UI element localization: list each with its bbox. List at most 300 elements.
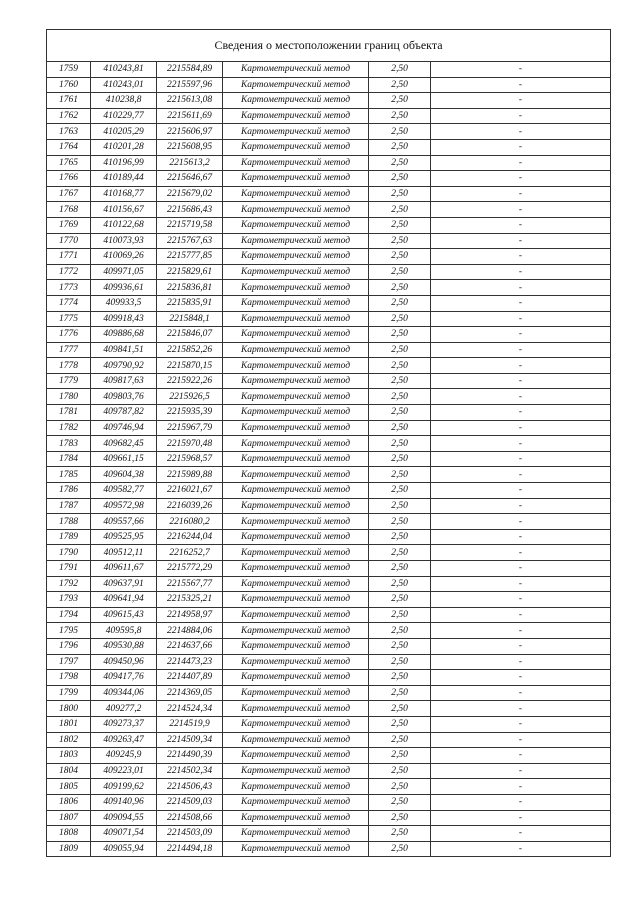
description-cell: - [431,514,611,530]
description-cell: - [431,545,611,561]
y-coordinate-cell: 2216080,2 [157,514,223,530]
point-number-cell: 1777 [47,342,91,358]
y-coordinate-cell: 2215686,43 [157,202,223,218]
point-number-cell: 1800 [47,701,91,717]
description-cell: - [431,202,611,218]
y-coordinate-cell: 2215852,26 [157,342,223,358]
accuracy-cell: 2,50 [369,249,431,265]
x-coordinate-cell: 409933,5 [91,295,157,311]
description-cell: - [431,467,611,483]
point-number-cell: 1787 [47,498,91,514]
accuracy-cell: 2,50 [369,327,431,343]
x-coordinate-cell: 409071,54 [91,826,157,842]
table-row [47,748,611,764]
y-coordinate-cell: 2214506,43 [157,779,223,795]
point-number-cell: 1759 [47,62,91,78]
method-cell: Картометрический метод [223,748,369,764]
point-number-cell: 1789 [47,529,91,545]
x-coordinate-cell: 410243,81 [91,62,157,78]
accuracy-cell: 2,50 [369,217,431,233]
accuracy-cell: 2,50 [369,592,431,608]
description-cell: - [431,498,611,514]
x-coordinate-cell: 409557,66 [91,514,157,530]
point-number-cell: 1804 [47,763,91,779]
method-cell: Картометрический метод [223,545,369,561]
x-coordinate-cell: 410189,44 [91,171,157,187]
x-coordinate-cell: 409530,88 [91,638,157,654]
method-cell: Картометрический метод [223,186,369,202]
description-cell: - [431,233,611,249]
description-cell: - [431,592,611,608]
accuracy-cell: 2,50 [369,358,431,374]
accuracy-cell: 2,50 [369,670,431,686]
description-cell: - [431,607,611,623]
method-cell: Картометрический метод [223,670,369,686]
boundary-table-page [46,29,610,857]
y-coordinate-cell: 2216021,67 [157,483,223,499]
x-coordinate-cell: 409790,92 [91,358,157,374]
point-number-cell: 1807 [47,810,91,826]
method-cell: Картометрический метод [223,93,369,109]
x-coordinate-cell: 409611,67 [91,561,157,577]
x-coordinate-cell: 409525,95 [91,529,157,545]
description-cell: - [431,311,611,327]
method-cell: Картометрический метод [223,311,369,327]
accuracy-cell: 2,50 [369,701,431,717]
y-coordinate-cell: 2215584,89 [157,62,223,78]
y-coordinate-cell: 2215606,97 [157,124,223,140]
x-coordinate-cell: 409512,11 [91,545,157,561]
accuracy-cell: 2,50 [369,139,431,155]
table-row [47,202,611,218]
y-coordinate-cell: 2214637,66 [157,638,223,654]
description-cell: - [431,436,611,452]
table-row [47,467,611,483]
point-number-cell: 1762 [47,108,91,124]
description-cell: - [431,139,611,155]
accuracy-cell: 2,50 [369,77,431,93]
table-row [47,108,611,124]
point-number-cell: 1774 [47,295,91,311]
table-row [47,545,611,561]
accuracy-cell: 2,50 [369,451,431,467]
method-cell: Картометрический метод [223,436,369,452]
x-coordinate-cell: 409199,62 [91,779,157,795]
description-cell: - [431,327,611,343]
method-cell: Картометрический метод [223,264,369,280]
point-number-cell: 1784 [47,451,91,467]
accuracy-cell: 2,50 [369,638,431,654]
description-cell: - [431,748,611,764]
description-cell: - [431,763,611,779]
accuracy-cell: 2,50 [369,280,431,296]
x-coordinate-cell: 409572,98 [91,498,157,514]
y-coordinate-cell: 2216244,04 [157,529,223,545]
table-row [47,841,611,857]
description-cell: - [431,623,611,639]
y-coordinate-cell: 2215767,63 [157,233,223,249]
table-row [47,701,611,717]
accuracy-cell: 2,50 [369,841,431,857]
x-coordinate-cell: 409803,76 [91,389,157,405]
method-cell: Картометрический метод [223,280,369,296]
table-row [47,623,611,639]
point-number-cell: 1767 [47,186,91,202]
table-row [47,763,611,779]
point-number-cell: 1781 [47,405,91,421]
point-number-cell: 1760 [47,77,91,93]
method-cell: Картометрический метод [223,373,369,389]
point-number-cell: 1806 [47,794,91,810]
table-row [47,124,611,140]
x-coordinate-cell: 409417,76 [91,670,157,686]
description-cell: - [431,732,611,748]
method-cell: Картометрический метод [223,389,369,405]
point-number-cell: 1771 [47,249,91,265]
y-coordinate-cell: 2215567,77 [157,576,223,592]
accuracy-cell: 2,50 [369,545,431,561]
method-cell: Картометрический метод [223,62,369,78]
table-row [47,186,611,202]
point-number-cell: 1785 [47,467,91,483]
description-cell: - [431,841,611,857]
y-coordinate-cell: 2214369,05 [157,685,223,701]
description-cell: - [431,217,611,233]
point-number-cell: 1801 [47,716,91,732]
accuracy-cell: 2,50 [369,607,431,623]
accuracy-cell: 2,50 [369,420,431,436]
y-coordinate-cell: 2215870,15 [157,358,223,374]
x-coordinate-cell: 410069,26 [91,249,157,265]
point-number-cell: 1796 [47,638,91,654]
method-cell: Картометрический метод [223,810,369,826]
y-coordinate-cell: 2215926,5 [157,389,223,405]
table-row [47,732,611,748]
x-coordinate-cell: 409582,77 [91,483,157,499]
x-coordinate-cell: 410205,29 [91,124,157,140]
point-number-cell: 1805 [47,779,91,795]
x-coordinate-cell: 409817,63 [91,373,157,389]
table-body [47,30,611,857]
method-cell: Картометрический метод [223,685,369,701]
method-cell: Картометрический метод [223,451,369,467]
description-cell: - [431,280,611,296]
accuracy-cell: 2,50 [369,108,431,124]
x-coordinate-cell: 410073,93 [91,233,157,249]
table-row [47,389,611,405]
table-row [47,483,611,499]
point-number-cell: 1779 [47,373,91,389]
table-row [47,358,611,374]
accuracy-cell: 2,50 [369,826,431,842]
accuracy-cell: 2,50 [369,529,431,545]
table-row [47,716,611,732]
y-coordinate-cell: 2215772,29 [157,561,223,577]
method-cell: Картометрический метод [223,139,369,155]
point-number-cell: 1786 [47,483,91,499]
table-row [47,685,611,701]
x-coordinate-cell: 410238,8 [91,93,157,109]
accuracy-cell: 2,50 [369,233,431,249]
description-cell: - [431,701,611,717]
point-number-cell: 1808 [47,826,91,842]
y-coordinate-cell: 2215967,79 [157,420,223,436]
y-coordinate-cell: 2215608,95 [157,139,223,155]
table-row [47,826,611,842]
x-coordinate-cell: 409595,8 [91,623,157,639]
y-coordinate-cell: 2215935,39 [157,405,223,421]
accuracy-cell: 2,50 [369,186,431,202]
description-cell: - [431,295,611,311]
description-cell: - [431,638,611,654]
table-row [47,295,611,311]
accuracy-cell: 2,50 [369,389,431,405]
y-coordinate-cell: 2215613,2 [157,155,223,171]
accuracy-cell: 2,50 [369,93,431,109]
table-title-row [47,30,611,62]
table-row [47,561,611,577]
y-coordinate-cell: 2215848,1 [157,311,223,327]
method-cell: Картометрический метод [223,826,369,842]
description-cell: - [431,389,611,405]
y-coordinate-cell: 2215777,85 [157,249,223,265]
method-cell: Картометрический метод [223,77,369,93]
method-cell: Картометрический метод [223,171,369,187]
accuracy-cell: 2,50 [369,685,431,701]
y-coordinate-cell: 2214502,34 [157,763,223,779]
method-cell: Картометрический метод [223,841,369,857]
x-coordinate-cell: 409886,68 [91,327,157,343]
method-cell: Картометрический метод [223,467,369,483]
table-row [47,779,611,795]
y-coordinate-cell: 2215846,07 [157,327,223,343]
description-cell: - [431,93,611,109]
accuracy-cell: 2,50 [369,373,431,389]
y-coordinate-cell: 2215679,02 [157,186,223,202]
x-coordinate-cell: 410196,99 [91,155,157,171]
accuracy-cell: 2,50 [369,779,431,795]
method-cell: Картометрический метод [223,327,369,343]
method-cell: Картометрический метод [223,202,369,218]
table-row [47,576,611,592]
x-coordinate-cell: 409245,9 [91,748,157,764]
point-number-cell: 1793 [47,592,91,608]
x-coordinate-cell: 409637,91 [91,576,157,592]
table-row [47,139,611,155]
description-cell: - [431,451,611,467]
y-coordinate-cell: 2215325,21 [157,592,223,608]
point-number-cell: 1788 [47,514,91,530]
table-row [47,607,611,623]
y-coordinate-cell: 2216252,7 [157,545,223,561]
x-coordinate-cell: 409841,51 [91,342,157,358]
x-coordinate-cell: 409661,15 [91,451,157,467]
table-row [47,436,611,452]
x-coordinate-cell: 409746,94 [91,420,157,436]
description-cell: - [431,155,611,171]
y-coordinate-cell: 2214509,03 [157,794,223,810]
point-number-cell: 1772 [47,264,91,280]
point-number-cell: 1766 [47,171,91,187]
method-cell: Картометрический метод [223,498,369,514]
point-number-cell: 1790 [47,545,91,561]
x-coordinate-cell: 410156,67 [91,202,157,218]
point-number-cell: 1776 [47,327,91,343]
description-cell: - [431,264,611,280]
point-number-cell: 1761 [47,93,91,109]
method-cell: Картометрический метод [223,295,369,311]
table-row [47,498,611,514]
y-coordinate-cell: 2214509,34 [157,732,223,748]
y-coordinate-cell: 2214524,34 [157,701,223,717]
accuracy-cell: 2,50 [369,124,431,140]
method-cell: Картометрический метод [223,576,369,592]
point-number-cell: 1778 [47,358,91,374]
y-coordinate-cell: 2215968,57 [157,451,223,467]
method-cell: Картометрический метод [223,108,369,124]
description-cell: - [431,561,611,577]
description-cell: - [431,373,611,389]
method-cell: Картометрический метод [223,155,369,171]
accuracy-cell: 2,50 [369,405,431,421]
accuracy-cell: 2,50 [369,342,431,358]
table-row [47,93,611,109]
point-number-cell: 1768 [47,202,91,218]
accuracy-cell: 2,50 [369,483,431,499]
point-number-cell: 1803 [47,748,91,764]
method-cell: Картометрический метод [223,794,369,810]
description-cell: - [431,124,611,140]
table-row [47,810,611,826]
table-row [47,155,611,171]
table-row [47,794,611,810]
x-coordinate-cell: 409263,47 [91,732,157,748]
table-row [47,638,611,654]
x-coordinate-cell: 409344,06 [91,685,157,701]
y-coordinate-cell: 2215970,48 [157,436,223,452]
description-cell: - [431,716,611,732]
method-cell: Картометрический метод [223,420,369,436]
point-number-cell: 1798 [47,670,91,686]
table-row [47,529,611,545]
method-cell: Картометрический метод [223,249,369,265]
description-cell: - [431,685,611,701]
table-title: Сведения о местоположении границ объекта [47,30,611,62]
description-cell: - [431,249,611,265]
method-cell: Картометрический метод [223,701,369,717]
table-row [47,654,611,670]
table-row [47,77,611,93]
x-coordinate-cell: 409787,82 [91,405,157,421]
table-row [47,264,611,280]
accuracy-cell: 2,50 [369,654,431,670]
point-number-cell: 1797 [47,654,91,670]
y-coordinate-cell: 2215836,81 [157,280,223,296]
accuracy-cell: 2,50 [369,623,431,639]
description-cell: - [431,420,611,436]
x-coordinate-cell: 409936,61 [91,280,157,296]
point-number-cell: 1795 [47,623,91,639]
method-cell: Картометрический метод [223,233,369,249]
point-number-cell: 1775 [47,311,91,327]
x-coordinate-cell: 409971,05 [91,264,157,280]
y-coordinate-cell: 2215597,96 [157,77,223,93]
y-coordinate-cell: 2214494,18 [157,841,223,857]
point-number-cell: 1780 [47,389,91,405]
x-coordinate-cell: 410243,01 [91,77,157,93]
point-number-cell: 1770 [47,233,91,249]
method-cell: Картометрический метод [223,654,369,670]
accuracy-cell: 2,50 [369,264,431,280]
y-coordinate-cell: 2214884,06 [157,623,223,639]
accuracy-cell: 2,50 [369,155,431,171]
point-number-cell: 1792 [47,576,91,592]
description-cell: - [431,342,611,358]
accuracy-cell: 2,50 [369,436,431,452]
description-cell: - [431,779,611,795]
accuracy-cell: 2,50 [369,467,431,483]
method-cell: Картометрический метод [223,623,369,639]
accuracy-cell: 2,50 [369,498,431,514]
table-row [47,249,611,265]
point-number-cell: 1799 [47,685,91,701]
x-coordinate-cell: 410229,77 [91,108,157,124]
y-coordinate-cell: 2214490,39 [157,748,223,764]
description-cell: - [431,810,611,826]
table-row [47,420,611,436]
table-row [47,373,611,389]
point-number-cell: 1773 [47,280,91,296]
x-coordinate-cell: 409277,2 [91,701,157,717]
method-cell: Картометрический метод [223,716,369,732]
description-cell: - [431,654,611,670]
x-coordinate-cell: 410201,28 [91,139,157,155]
method-cell: Картометрический метод [223,638,369,654]
x-coordinate-cell: 410122,68 [91,217,157,233]
accuracy-cell: 2,50 [369,514,431,530]
table-row [47,280,611,296]
x-coordinate-cell: 410168,77 [91,186,157,202]
x-coordinate-cell: 409918,43 [91,311,157,327]
table-row [47,405,611,421]
point-number-cell: 1764 [47,139,91,155]
table-row [47,327,611,343]
point-number-cell: 1809 [47,841,91,857]
description-cell: - [431,108,611,124]
description-cell: - [431,576,611,592]
method-cell: Картометрический метод [223,483,369,499]
description-cell: - [431,826,611,842]
accuracy-cell: 2,50 [369,763,431,779]
description-cell: - [431,358,611,374]
method-cell: Картометрический метод [223,732,369,748]
table-row [47,171,611,187]
method-cell: Картометрический метод [223,405,369,421]
accuracy-cell: 2,50 [369,295,431,311]
x-coordinate-cell: 409273,37 [91,716,157,732]
y-coordinate-cell: 2214503,09 [157,826,223,842]
method-cell: Картометрический метод [223,779,369,795]
point-number-cell: 1765 [47,155,91,171]
y-coordinate-cell: 2214519,9 [157,716,223,732]
y-coordinate-cell: 2215922,26 [157,373,223,389]
description-cell: - [431,794,611,810]
method-cell: Картометрический метод [223,217,369,233]
method-cell: Картометрический метод [223,124,369,140]
method-cell: Картометрический метод [223,561,369,577]
accuracy-cell: 2,50 [369,62,431,78]
description-cell: - [431,529,611,545]
